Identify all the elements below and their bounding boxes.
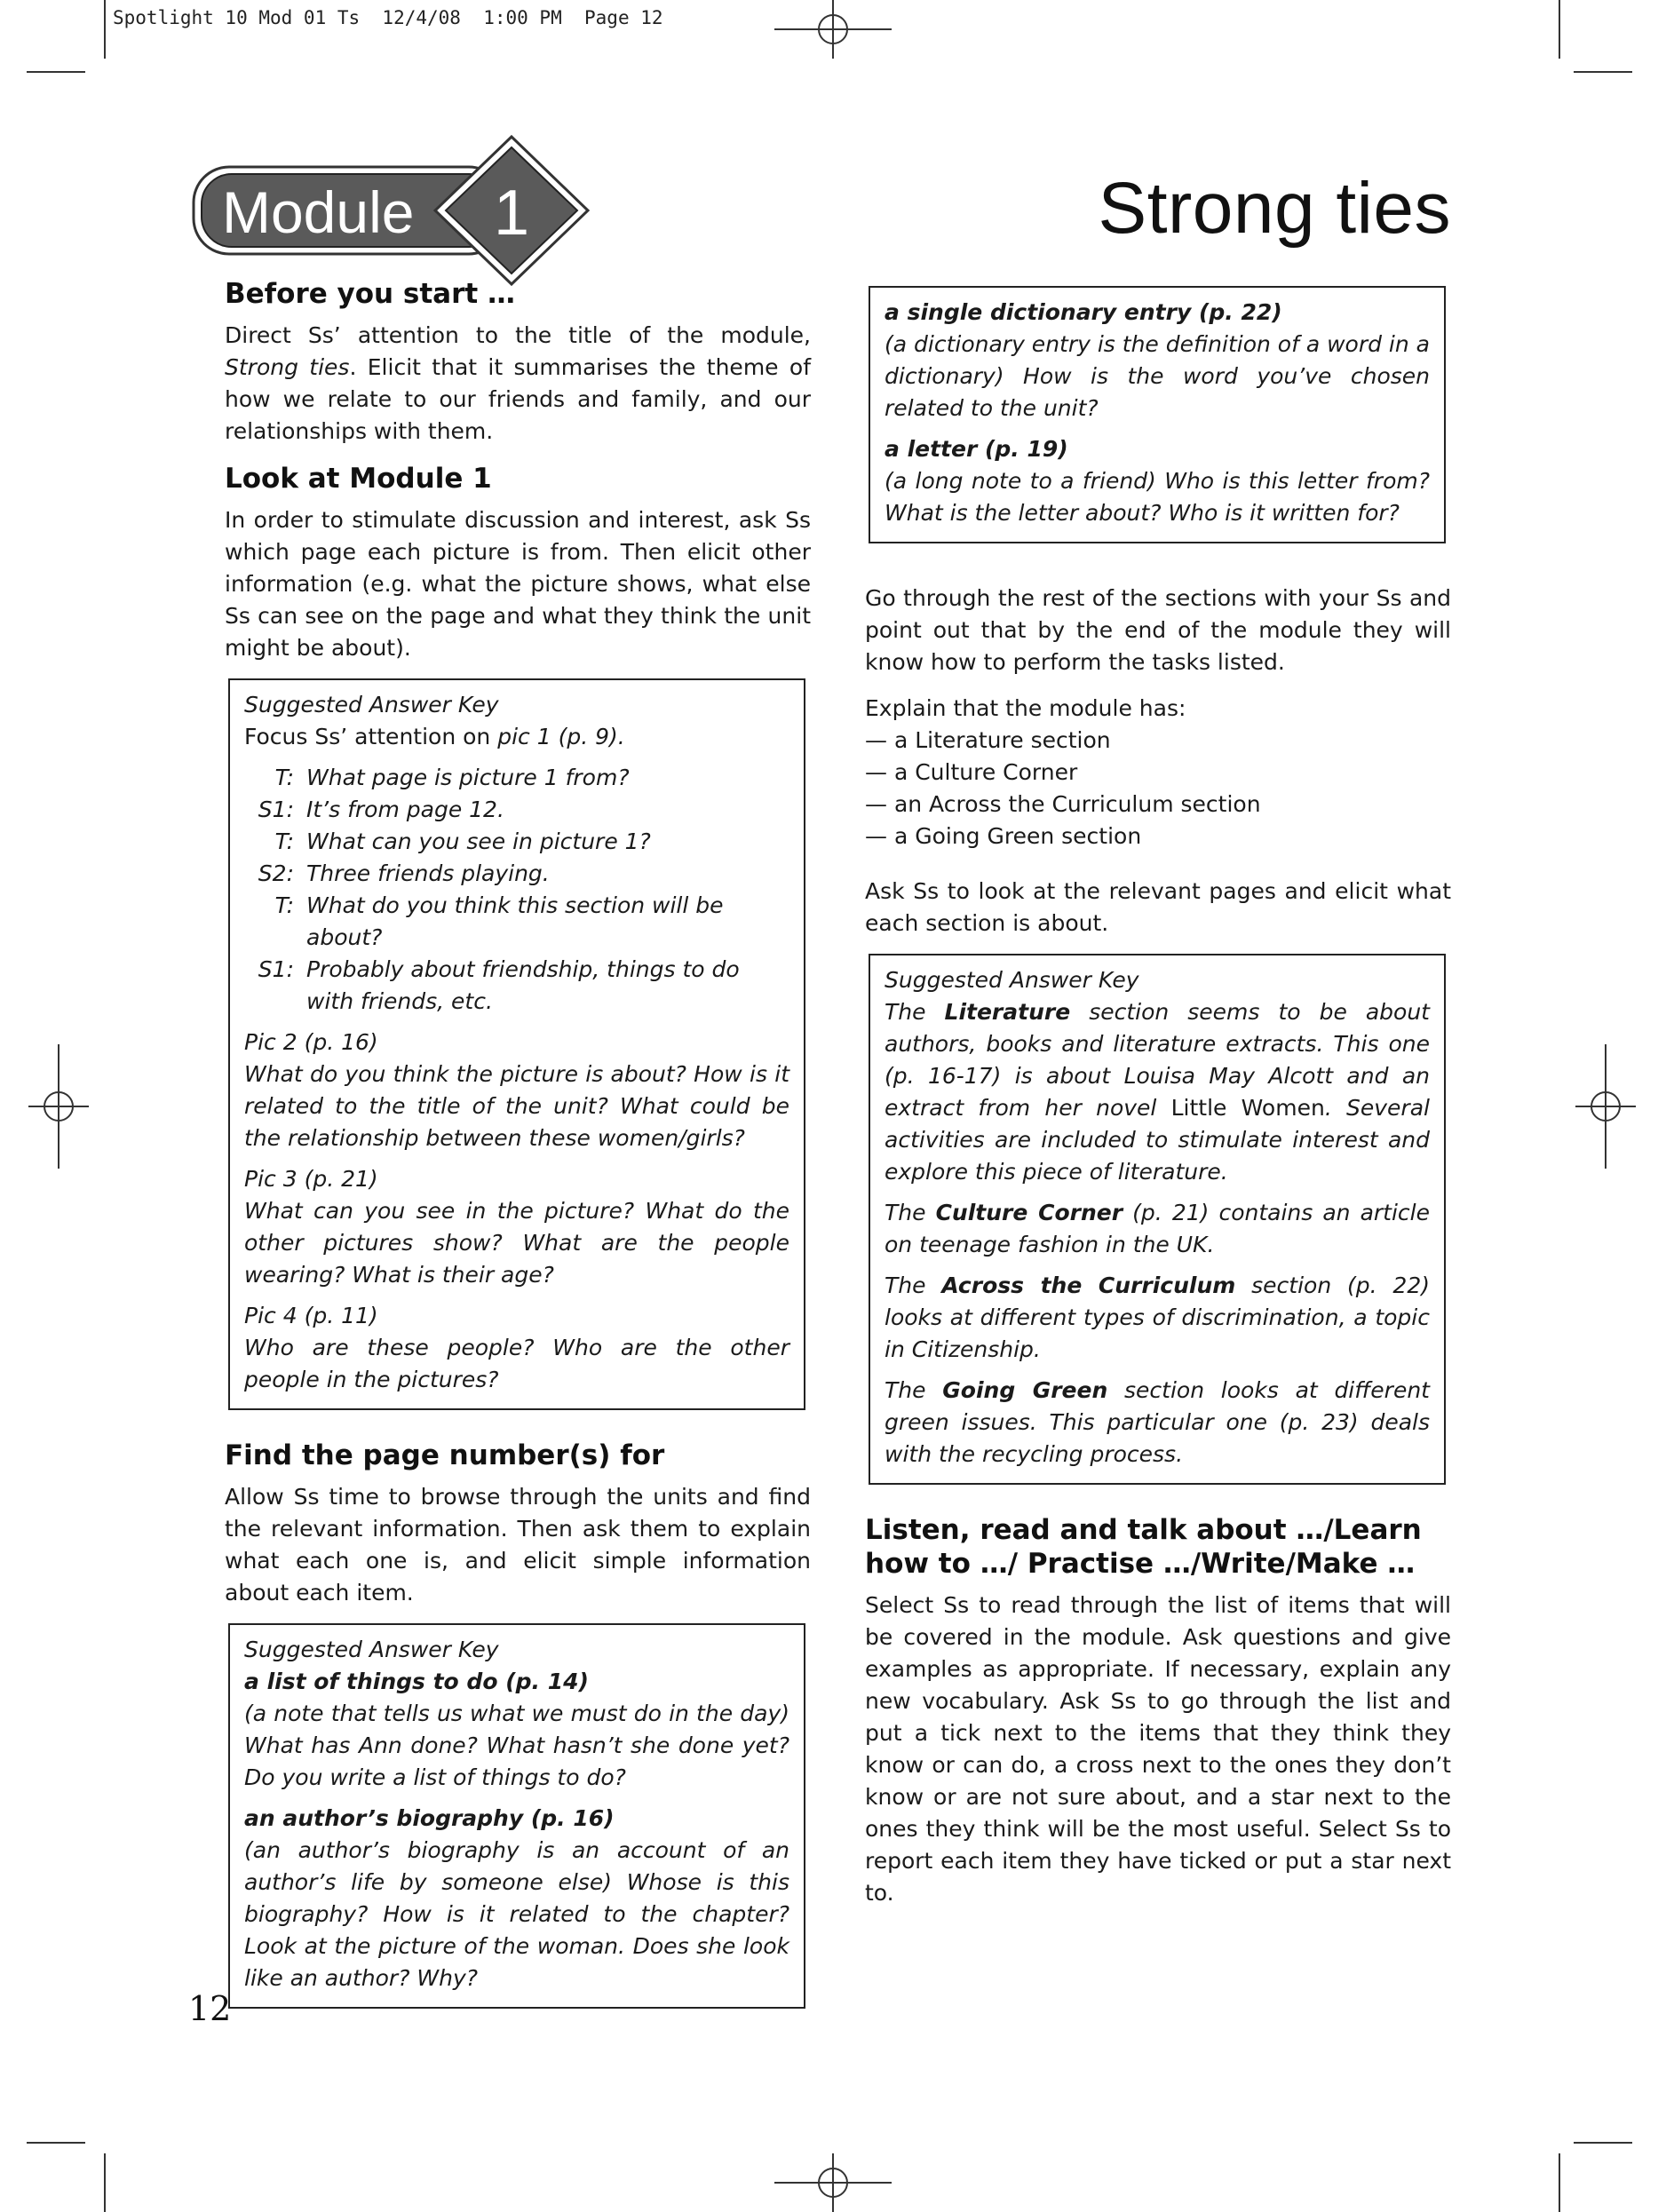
dialogue-line: T: What page is picture 1 from? xyxy=(274,765,630,790)
listen-heading: Listen, read and talk about …/Learn how to …/ Practise …/Write/Make … xyxy=(865,1514,1422,1580)
module-logo-word: Module xyxy=(222,179,415,245)
registration-mark-top xyxy=(771,0,895,59)
module-title: Strong ties xyxy=(1098,168,1451,249)
crop-mark xyxy=(27,2142,85,2144)
printer-slug: Spotlight 10 Mod 01 Ts 12/4/08 1:00 PM Page 12 xyxy=(113,7,663,28)
look-heading: Look at Module 1 xyxy=(225,463,492,495)
find-paragraph: Allow Ss time to browse through the units and find the relevant information. Then ask them to explain what each one is, and elicit simple information about each item. xyxy=(225,1484,811,1605)
answer-key-focus: Focus Ss’ attention on pic 1 (p. 9). xyxy=(244,724,625,749)
list-item: — an Across the Curriculum section xyxy=(865,791,1261,817)
list-item-block: a list of things to do (p. 14) (a note that tells us what we must do in the day) What has Ann done? What hasn’t she done yet? Do you write a list of things to do? xyxy=(244,1669,789,1790)
list-item: — a Literature section xyxy=(865,727,1111,753)
module-sections-list xyxy=(865,693,1451,852)
answer-key-box-continued xyxy=(869,286,1446,543)
relevant-pages-paragraph: Ask Ss to look at the relevant pages and elicit what each section is about. xyxy=(865,878,1451,936)
list-item: — a Culture Corner xyxy=(865,759,1078,785)
left-column xyxy=(225,277,811,2025)
crop-mark xyxy=(1574,2142,1632,2144)
module-logo-number: 1 xyxy=(493,178,530,249)
find-heading: Find the page number(s) for xyxy=(225,1439,665,1471)
answer-key-box-pictures xyxy=(228,678,805,1410)
before-paragraph: Direct Ss’ attention to the title of the module, Strong ties. Elicit that it summarises the theme of how we relate to our friends and family, and our relationships with them. xyxy=(225,322,811,444)
biography-item-block: an author’s biography (p. 16) (an author’s biography is an account of an author’s life by someone else) Whose is this biography? How is it related to the chapter? Look at the picture of the woman. Does she look like an author? Why? xyxy=(244,1805,789,1991)
registration-mark-bottom xyxy=(771,2153,895,2212)
crop-mark xyxy=(1559,0,1560,59)
page-number: 12 xyxy=(188,1989,232,2028)
answer-key-label: Suggested Answer Key xyxy=(244,1637,499,1662)
pic4-block: Pic 4 (p. 11) Who are these people? Who are the other people in the pictures? xyxy=(244,1303,789,1392)
look-paragraph: In order to stimulate discussion and interest, ask Ss which page each picture is from. Then elicit other information (e.g. what the picture shows, what else Ss can see on the page and what they think the unit might be about). xyxy=(225,507,811,661)
registration-mark-left xyxy=(27,1044,91,1169)
crop-mark xyxy=(1559,2153,1560,2212)
answer-key-box-sections xyxy=(869,954,1446,1485)
crop-mark xyxy=(27,71,85,73)
listen-paragraph: Select Ss to read through the list of items that will be covered in the module. Ask questions and give examples as appropriate. If necessary, explain any new vocabulary. Ask Ss to go through the list and put a tick next to the items that they think they know or can do, a cross next to the ones they don’t know or are not sure about, and a star next to the ones they think will be the most useful. Select Ss to report each item they have ticked or put a star next to. xyxy=(865,1592,1451,1906)
dialogue-line: S1: Probably about friendship, things to do with friends, etc. xyxy=(258,956,740,1014)
culture-corner-explanation: The Culture Corner (p. 21) contains an article on teenage fashion in the UK. xyxy=(885,1200,1430,1257)
list-item: — a Going Green section xyxy=(865,823,1142,849)
pic2-block: Pic 2 (p. 16) What do you think the picture is about? How is it related to the title of the unit? What could be the relationship between these women/girls? xyxy=(244,1029,789,1151)
dialogue-line: S2: Three friends playing. xyxy=(258,860,550,886)
literature-explanation: The Literature section seems to be about authors, books and literature extracts. This one (p. 16-17) is about Louisa May Alcott and an extract from her novel Little Women. Several activities are included to stimulate interest and explore this piece of literature. xyxy=(885,999,1430,1185)
answer-key-box-items xyxy=(228,1623,805,2009)
module-logo xyxy=(190,133,599,293)
pic3-block: Pic 3 (p. 21) What can you see in the picture? What do the other pictures show? What are the people wearing? What is their age? xyxy=(244,1166,789,1288)
list-intro: Explain that the module has: xyxy=(865,695,1186,721)
crop-mark xyxy=(104,0,106,59)
registration-mark-right xyxy=(1574,1044,1638,1169)
letter-item-block: a letter (p. 19) (a long note to a friend) Who is this letter from? What is the letter about? Who is it written for? xyxy=(885,436,1430,526)
dialogue xyxy=(244,762,789,1018)
before-heading: Before you start … xyxy=(225,278,515,310)
dialogue-line: T: What do you think this section will be about? xyxy=(274,892,724,950)
dictionary-item-block: a single dictionary entry (p. 22) (a dictionary entry is the definition of a word in a dictionary) How is the word you’ve chosen related to the unit? xyxy=(885,299,1430,421)
crop-mark xyxy=(1574,71,1632,73)
rest-paragraph: Go through the rest of the sections with your Ss and point out that by the end of the module they will know how to perform the tasks listed. xyxy=(865,585,1451,675)
crop-mark xyxy=(104,2153,106,2212)
going-green-explanation: The Going Green section looks at different green issues. This particular one (p. 23) deals with the recycling process. xyxy=(885,1377,1430,1467)
right-column xyxy=(865,277,1451,1923)
dialogue-line: T: What can you see in picture 1? xyxy=(274,829,651,854)
dialogue-line: S1: It’s from page 12. xyxy=(258,797,504,822)
answer-key-label: Suggested Answer Key xyxy=(885,967,1139,993)
curriculum-explanation: The Across the Curriculum section (p. 22) looks at different types of discrimination, a topic in Citizenship. xyxy=(885,1272,1430,1362)
answer-key-label: Suggested Answer Key xyxy=(244,692,499,718)
